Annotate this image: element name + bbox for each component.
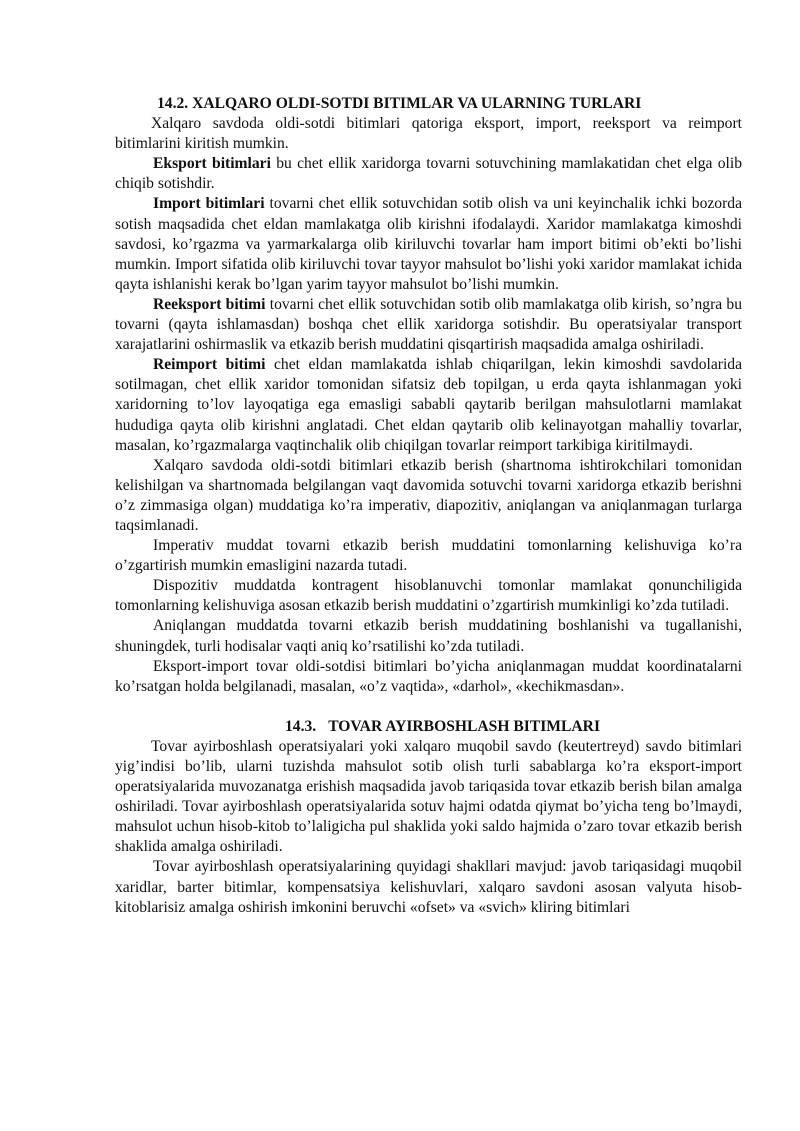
paragraph-reexport <box>115 295 742 355</box>
paragraph-delivery-terms: Xalqaro savdoda oldi-sotdi bitimlari etkazib berish (shartnoma ishtirokchilari tomonidan kelishilgan va shartnomada belgilangan vaqt davomida sotuvchi tovarni xaridorga etkazib berishni o’z zimmasiga olgan) muddatiga ko’ra imperativ, diapozitiv, aniqlangan va aniqlanmagan turlarga taqsimlanadi. <box>115 456 742 534</box>
paragraph-text: tovarni chet ellik sotuvchidan sotib olish va uni keyinchalik ichki bozorda sotish maqsadida chet eldan mamlakatga olib kirishni ifodalaydi. Xaridor mamlakatga kimoshdi savdosi, ko’rgazma va yarmarkalarga olib kiriluvchi tovarlar ham import bitimi ob’ekti bo’lishi mumkin. Import sifatida olib kiriluvchi tovar tayyor mahsulot bo’lishi yoki xaridor mamlakat ichida qayta ishlanishi kerak bo’lgan yarim tayyor mahsulot bo’lishi mumkin. <box>115 195 742 293</box>
paragraph-text: Xalqaro savdoda oldi-sotdi bitimlari qatoriga eksport, import, reeksport va reimport bitimlarini kiritish mumkin. <box>115 115 742 153</box>
term-import: Import bitimlari <box>153 195 265 213</box>
section-title: TOVAR AYIRBOSHLASH BITIMLARI <box>328 717 601 735</box>
paragraph-defined: Aniqlangan muddatda tovarni etkazib berish muddatining boshlanishi va tugallanishi, shuningdek, turli hodisalar vaqti aniq ko’rsatilishi ko’zda tutiladi. <box>115 617 742 655</box>
term-export: Eksport bitimlari <box>153 155 271 173</box>
section-heading-14-2: 14.2. XALQARO OLDI-SOTDI BITIMLAR VA ULARNING TURLARI <box>157 95 642 112</box>
document-page <box>115 94 742 918</box>
paragraph-undefined: Eksport-import tovar oldi-sotdisi bitimlari bo’yicha aniqlanmagan muddat koordinatalarni ko’rsatgan holda belgilanadi, masalan, «o’z vaqtida», «darhol», «kechikmasdan». <box>115 657 742 695</box>
paragraph-text: bu chet ellik xaridorga tovarni sotuvchining mamlakatidan chet elga olib chiqib sotishdir. <box>115 155 742 193</box>
section-number: 14.3. <box>285 717 317 735</box>
paragraph-import <box>115 194 742 294</box>
paragraph-countertrade-forms: Tovar ayirboshlash operatsiyalarining quyidagi shakllari mavjud: javob tariqasidagi muqobil xaridlar, barter bitimlar, kompensatsiya kelishuvlari, xalqaro savdoni asosan valyuta hisob-kitoblarisiz amalga oshirish imkonini beruvchi «ofset» va «svich» kliring bitimlari <box>115 858 742 916</box>
paragraph-intro <box>115 114 742 154</box>
paragraph-imperative: Imperativ muddat tovarni etkazib berish muddatini tomonlarning kelishuviga ko’ra o’zgartirish mumkin emasligini nazarda tutadi. <box>115 537 742 575</box>
paragraph-text: chet eldan mamlakatda ishlab chiqarilgan, lekin kimoshdi savdolarida sotilmagan, chet ellik xaridor tomonidan sifatsiz deb topilgan, u erda qayta ishlanmagan yoki xaridorning to’lov layoqatiga ega emasligi sababli qaytarib berilgan mahsulotlarni mamlakat hududiga qayta olib kirishni anglatadi. Chet eldan qaytarib olib kelinayotgan mahalliy tovarlar, masalan, ko’rgazmalarga vaqtinchalik olib chiqilgan tovarlar reimport tarkibiga kiritilmaydi. <box>115 356 742 454</box>
paragraph-text: tovarni chet ellik sotuvchidan sotib olib mamlakatga olib kirish, so’ngra bu tovarni (qayta ishlamasdan) boshqa chet ellik xaridorga sotishdir. Bu operatsiyalar transport xarajatlarini oshirmaslik va etkazib berish muddatini qisqartirish maqsadida amalga oshiriladi. <box>115 295 743 354</box>
section-heading-14-3 <box>285 717 742 737</box>
term-reimport: Reimport bitimi <box>153 356 266 374</box>
paragraph-dispositive: Dispozitiv muddatda kontragent hisoblanuvchi tomonlar mamlakat qonunchiligida tomonlarning kelishuviga asosan etkazib berish muddatini o’zgartirish mumkinligi ko’zda tutiladi. <box>115 577 742 615</box>
paragraph-countertrade: Tovar ayirboshlash operatsiyalari yoki xalqaro muqobil savdo (keutertreyd) savdo bitimlari yig’indisi bo’lib, ularni tuzishda mahsulot sotib olish turli sabablarga ko’ra eksport-import operatsiyalarida muvozanatga erishish maqsadida javob tariqasida tovar etkazib berish bilan amalga oshiriladi. Tovar ayirboshlash operatsiyalarida sotuv hajmi odatda qiymat bo’yicha teng bo’lmaydi, mahsulot uchun hisob-kitob to’laligicha pul shaklida yoki saldo hajmida o’zaro tovar etkazib berish shaklida amalga oshiriladi. <box>115 737 742 856</box>
paragraph-export <box>115 154 742 194</box>
term-reexport: Reeksport bitimi <box>153 295 266 313</box>
paragraph-reimport <box>115 355 742 455</box>
